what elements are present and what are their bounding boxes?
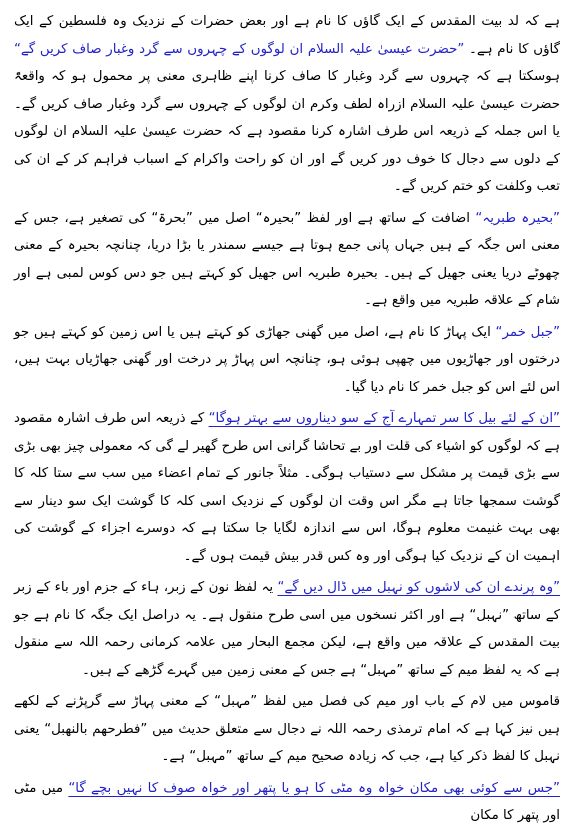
paragraph-text: کے ذریعہ اس طرف اشارہ مقصود ہے کہ لوگوں کو اشیاء کی قلت اور بے تحاشا گرانی اس طرح گھیر لے گی کہ معمولی چیز بھی بڑی سے بڑی قیمت پر مشکل سے دستیاب ہوگی۔ مثلاً جانور کے تمام اعضاء میں سب سے ستا کلہ کا گوشت سمجھا جاتا ہے مگر اس وقت ان لوگوں کے نزدیک اسی کلہ کا گوشت ایک سو دینار سے بھی بہت غنیمت معلوم ہوگا، اس سے اندازہ لگایا جا سکتا ہے کہ دوسرے اجزاء کے گوشت کی اہمیت ان کے نزدیک کیا ہوگی اور وہ کس قدر بیش قیمت ہوں گے۔ — [14, 411, 560, 564]
paragraph-text: ہوسکتا ہے کہ چہروں سے گرد وغبار کا صاف کرنا اپنے ظاہری معنی پر محمول ہو کہ واقعۃً حضرت عیسیٰ علیہ السلام ازراہ لطف وکرم ان لوگوں کے چہروں سے گرد وغبار صاف کریں گے۔ یا اس جملہ کے ذریعہ اس طرف اشارہ کرنا مقصود ہے کہ حضرت عیسیٰ علیہ السلام ان لوگوں کے دلوں سے دجال کا خوف دور کریں گے اور ان کو راحت واکرام کے اسباب فراہم کر کے ان کی تعب وکلفت کو ختم کریں گے۔ — [14, 69, 560, 194]
paragraph — [14, 688, 560, 771]
quoted-phrase: ”وہ پرندے ان کی لاشوں کو نہبل میں ڈال دیں گے“ — [277, 580, 561, 595]
paragraph-text: ہے کہ لد بیت المقدس کے ایک گاؤں کا نام ہے اور بعض حضرات کے نزدیک وہ فلسطین کے ایک گاؤں کا نام ہے۔ — [14, 14, 560, 57]
quoted-phrase: ”ان کے لئے بیل کا سر تمہارے آج کے سو دیناروں سے بہتر ہوگا“ — [208, 411, 560, 426]
paragraph — [14, 8, 560, 201]
quoted-phrase: ”جبل خمر“ — [495, 324, 561, 340]
paragraph-text: یہ لفظ نون کے زبر، ہاء کے جزم اور باء کے زبر کے ساتھ ”نہبل“ ہے اور اکثر نسخوں میں اسی طرح منقول ہے۔ یہ دراصل ایک جگہ کا نام ہے جو بیت المقدس کے علاقہ میں واقع ہے، لیکن مجمع البحار میں علامہ کرمانی رحمہ اللہ سے منقول ہے کہ یہ لفظ میم کے ساتھ ”مہبل“ ہے جس کے معنی زمین میں گہرے گڑھے کے ہیں۔ — [14, 580, 560, 678]
paragraph — [14, 319, 560, 402]
paragraph — [14, 775, 560, 830]
paragraph — [14, 574, 560, 684]
paragraph-text: ایک پہاڑ کا نام ہے، اصل میں گھنی جھاڑی کو کہتے ہیں یا اس زمین کو کہتے ہیں جو درختوں اور جھاڑیوں میں چھپی ہوئی ہو، چنانچہ اس پہاڑ پر درخت اور گھنی جھاڑیاں بہت ہیں، اس لئے اس کو جبل خمر کا نام دیا گیا۔ — [14, 324, 560, 395]
paragraph-text: قاموس میں لام کے باب اور میم کی فصل میں لفظ ”مہبل“ کے معنی پہاڑ سے گرپڑنے کے لکھے ہیں نیز کہا ہے کہ امام ترمذی رحمہ اللہ نے دجال سے متعلق حدیث میں ”فطرحھم بالنھبل“ یعنی نہبل کا لفظ ذکر کیا ہے، جب کہ زیادہ صحیح میم کے ساتھ ”مہبل“ ہے۔ — [14, 694, 560, 764]
paragraph-text: میں مٹی اور پتھر کا مکان — [14, 780, 560, 823]
paragraph-text: اضافت کے ساتھ ہے اور لفظ ”بحیرہ“ اصل میں ”بحرۃ“ کی تصغیر ہے، جس کے معنی اس جگہ کے ہیں جہاں پانی جمع ہوتا ہے جیسے سمندر یا بڑا دریا، چنانچہ بحیرہ کے معنی چھوٹے دریا یعنی جھیل کے ہیں۔ بحیرہ طبریہ اس جھیل کو کہتے ہیں جو دس کوس لمبی ہے اور شام کے علاقہ طبریہ میں واقع ہے۔ — [14, 210, 560, 308]
paragraph — [14, 405, 560, 570]
quoted-phrase: ”جس سے کوئی بھی مکان خواہ وہ مٹی کا ہو یا پتھر اور خواہ صوف کا نہیں بچے گا“ — [68, 780, 560, 796]
quoted-phrase: ”بحیرہ طبریہ“ — [475, 210, 560, 226]
paragraph — [14, 205, 560, 315]
quoted-phrase: ”حضرت عیسیٰ علیہ السلام ان لوگوں کے چہروں سے گرد وغبار صاف کریں گے“ — [14, 41, 470, 57]
